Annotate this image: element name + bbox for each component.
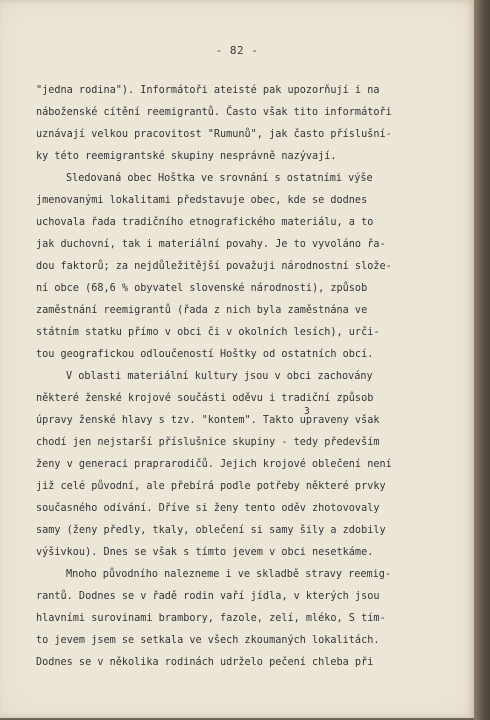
paragraph-start-line: Mnoho původního nalezneme i ve skladbě stravy reemig- xyxy=(66,569,392,580)
text-line: ky této reemigrantské skupiny nesprávně nazývají. xyxy=(36,151,337,162)
text-line: zaměstnání reemigrantů (řada z nich byla zaměstnána ve xyxy=(36,305,368,316)
text-line: současného odívání. Dříve si ženy tento oděv zhotovovaly xyxy=(36,503,380,514)
footnote-marker: 3 xyxy=(304,406,310,417)
text-line: rantů. Dodnes se v řadě rodin vaří jídla, v kterých jsou xyxy=(36,591,380,602)
text-line: tou geografickou odloučeností Hoštky od ostatních obcí. xyxy=(36,349,374,360)
text-line: uchovala řada tradičního etnografického materiálu, a to xyxy=(36,217,374,228)
text-line: státním statku přímo v obci či v okolních lesích), urči- xyxy=(36,327,380,338)
text-line: úpravy ženské hlavy s tzv. "kontem". Takto upraveny však xyxy=(36,415,380,426)
text-line: náboženské cítění reemigrantů. Často však tito informátoři xyxy=(36,107,392,118)
text-line: jmenovanými lokalitami představuje obec, kde se dodnes xyxy=(36,195,368,206)
page-edge-shadow xyxy=(474,0,490,720)
text-line: "jedna rodina"). Informátoři ateisté pak upozorňují i na xyxy=(36,85,380,96)
footnote-line-wrapper xyxy=(36,406,441,432)
text-line: výšivkou). Dnes se však s tímto jevem v obci nesetkáme. xyxy=(36,547,374,558)
text-line: uznávají velkou pracovitost "Rumunů", jak často příslušní- xyxy=(36,129,392,140)
text-line: již celé původní, ale přebírá podle potřeby některé prvky xyxy=(36,481,386,492)
paragraph-start-line: Sledovaná obec Hoštka ve srovnání s ostatními výše xyxy=(66,173,373,184)
text-line: jak duchovní, tak i materiální povahy. Je to vyvoláno řa- xyxy=(36,239,386,250)
text-line: některé ženské krojové součásti oděvu i tradiční způsob xyxy=(36,393,374,404)
text-line: chodí jen nejstarší příslušnice skupiny - tedy především xyxy=(36,437,380,448)
paragraph-start-line: V oblasti materiální kultury jsou v obci zachovány xyxy=(66,371,373,382)
text-line: hlavními surovinami brambory, fazole, zelí, mléko, S tím- xyxy=(36,613,386,624)
page-number: - 82 - xyxy=(215,44,259,57)
text-line: ženy v generaci praprarodičů. Jejich krojové oblečení není xyxy=(36,459,392,470)
text-line: ní obce (68,6 % obyvatel slovenské národnosti), způsob xyxy=(36,283,368,294)
body-text xyxy=(36,80,441,674)
text-line: dou faktorů; za nejdůležitější považuji národnostní slože- xyxy=(36,261,392,272)
text-line: Dodnes se v několika rodinách udrželo pečení chleba při xyxy=(36,657,374,668)
text-line: samy (ženy předly, tkaly, oblečení si samy šily a zdobily xyxy=(36,525,386,536)
text-line: to jevem jsem se setkala ve všech zkoumaných lokalitách. xyxy=(36,635,380,646)
